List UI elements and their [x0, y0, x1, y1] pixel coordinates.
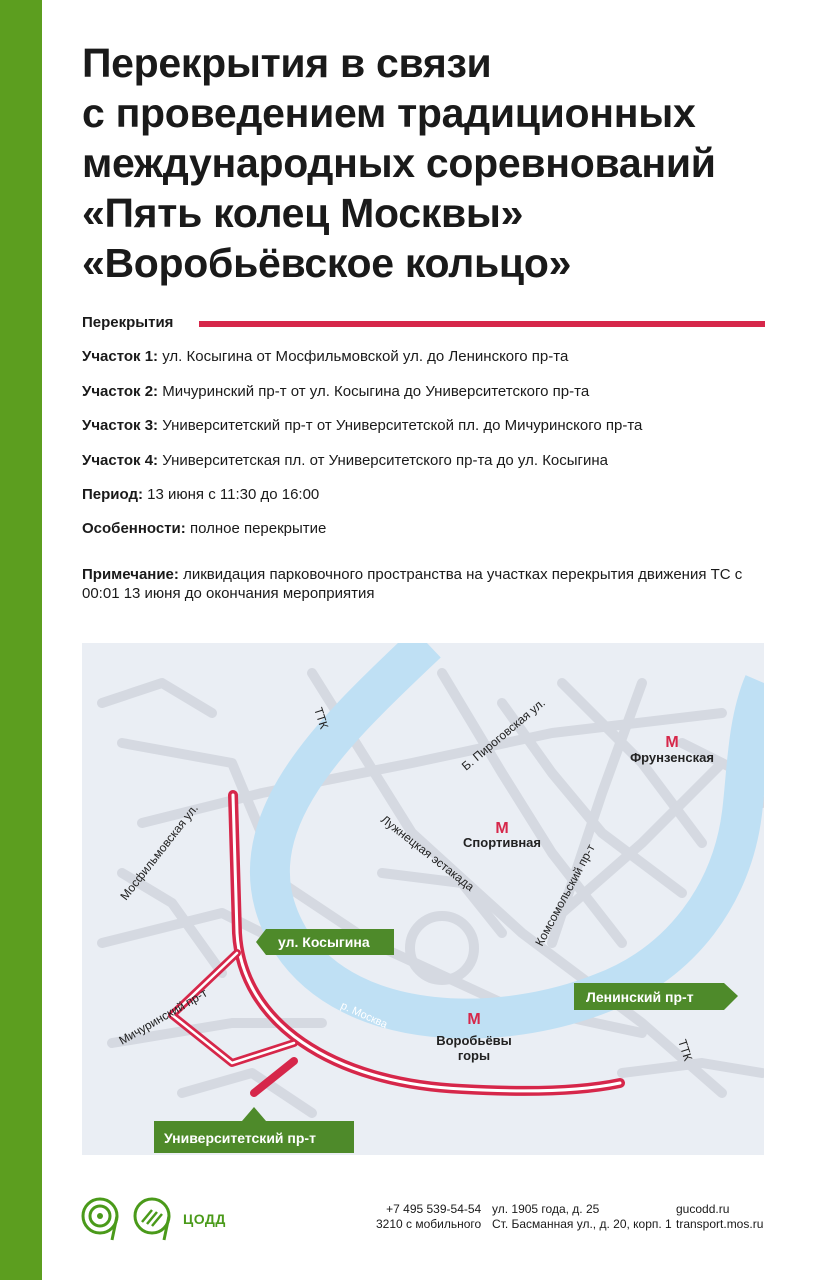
codd-logo-icon: [80, 1196, 180, 1242]
tag-label: Ленинский пр-т: [586, 989, 694, 1005]
street-grid: [102, 673, 762, 1113]
features-item: [82, 519, 326, 539]
closure-item-4: [82, 451, 608, 471]
closure-item-3: [82, 416, 642, 436]
page-title: [82, 38, 802, 288]
contact-phone: [368, 1202, 481, 1232]
address-line: Ст. Басманная ул., д. 20, корп. 1: [492, 1217, 672, 1231]
item-text: Университетский пр-т от Университетской пл. до Мичуринского пр-та: [158, 417, 643, 434]
item-label: Участок 2:: [82, 383, 159, 400]
street-label-michurin: Мичуринский пр-т: [116, 985, 210, 1048]
tag-arrow: [724, 983, 738, 1010]
note-text: ликвидация парковочного пространства на участках перекрытия движения ТС с 00:01 13 июня до окончания мероприятия: [82, 566, 743, 602]
metro-icon: М: [665, 734, 679, 751]
street-label-pirogov: Б. Пироговская ул.: [458, 695, 548, 774]
title-line: «Воробьёвское кольцо»: [82, 240, 572, 286]
footer: [0, 1190, 827, 1250]
item-text: Университетская пл. от Университетского пр-та до ул. Косыгина: [158, 452, 609, 469]
metro-label-frunzenskaya: Фрунзенская: [630, 750, 714, 765]
street-label-komsomol: Комсомольский пр-т: [532, 841, 598, 949]
item-label: Участок 3:: [82, 417, 159, 434]
note-label: Примечание:: [82, 566, 179, 583]
item-label: Участок 4:: [82, 452, 159, 469]
tag-leninsky: [574, 983, 738, 1010]
street-label-luzh: Лужнецкая эстакада: [378, 812, 477, 894]
side-accent-bar: [0, 0, 42, 1280]
closure-map: [82, 643, 764, 1155]
address-line: ул. 1905 года, д. 25: [492, 1202, 600, 1216]
tag-universitetsky: [154, 1107, 354, 1153]
section-divider: [199, 321, 765, 327]
item-label: Период:: [82, 486, 143, 503]
section-label: Перекрытия: [82, 314, 174, 331]
tag-label: Университетский пр-т: [164, 1130, 316, 1146]
item-text: ул. Косыгина от Мосфильмовской ул. до Ленинского пр-та: [158, 348, 569, 365]
item-text: 13 июня с 11:30 до 16:00: [143, 486, 320, 503]
street-label-ttk: ТТК: [311, 705, 332, 731]
metro-label-vorobyovy: Воробьёвы: [436, 1033, 512, 1048]
item-text: Мичуринский пр-т от ул. Косыгина до Университетского пр-та: [158, 383, 590, 400]
period-item: [82, 485, 319, 505]
metro-icon: М: [467, 1011, 481, 1028]
closure-item-1: [82, 347, 568, 367]
item-text: полное перекрытие: [185, 520, 327, 537]
tag-kosygin: [256, 929, 394, 955]
phone-number: +7 495 539-54-54: [386, 1202, 482, 1216]
street-label-ttk: ТТК: [675, 1037, 696, 1063]
river-label: р. Москва: [338, 999, 390, 1031]
tag-arrow: [242, 1107, 266, 1121]
note: [82, 565, 772, 603]
map-canvas: [82, 643, 764, 1155]
section-header: [82, 314, 766, 334]
metro-icon: М: [495, 820, 509, 837]
title-line: международных соревнований: [82, 140, 716, 186]
metro-label-gory: горы: [457, 1048, 491, 1063]
title-line: Перекрытия в связи: [82, 40, 492, 86]
closure-item-2: [82, 382, 589, 402]
mobile-number: 3210 с мобильного: [376, 1217, 482, 1231]
site-link[interactable]: transport.mos.ru: [676, 1217, 764, 1231]
metro-label-sportivnaya: Спортивная: [463, 835, 541, 850]
item-label: Участок 1:: [82, 348, 159, 365]
street-label-mosfilm: Мосфильмовская ул.: [117, 801, 201, 903]
title-line: с проведением традиционных: [82, 90, 696, 136]
contact-sites: [676, 1202, 763, 1232]
item-label: Особенности:: [82, 520, 186, 537]
logo-text: ЦОДД: [183, 1211, 226, 1227]
tag-label: ул. Косыгина: [278, 934, 370, 950]
site-link[interactable]: gucodd.ru: [676, 1202, 730, 1216]
title-line: «Пять колец Москвы»: [82, 190, 524, 236]
contact-address: [492, 1202, 672, 1232]
